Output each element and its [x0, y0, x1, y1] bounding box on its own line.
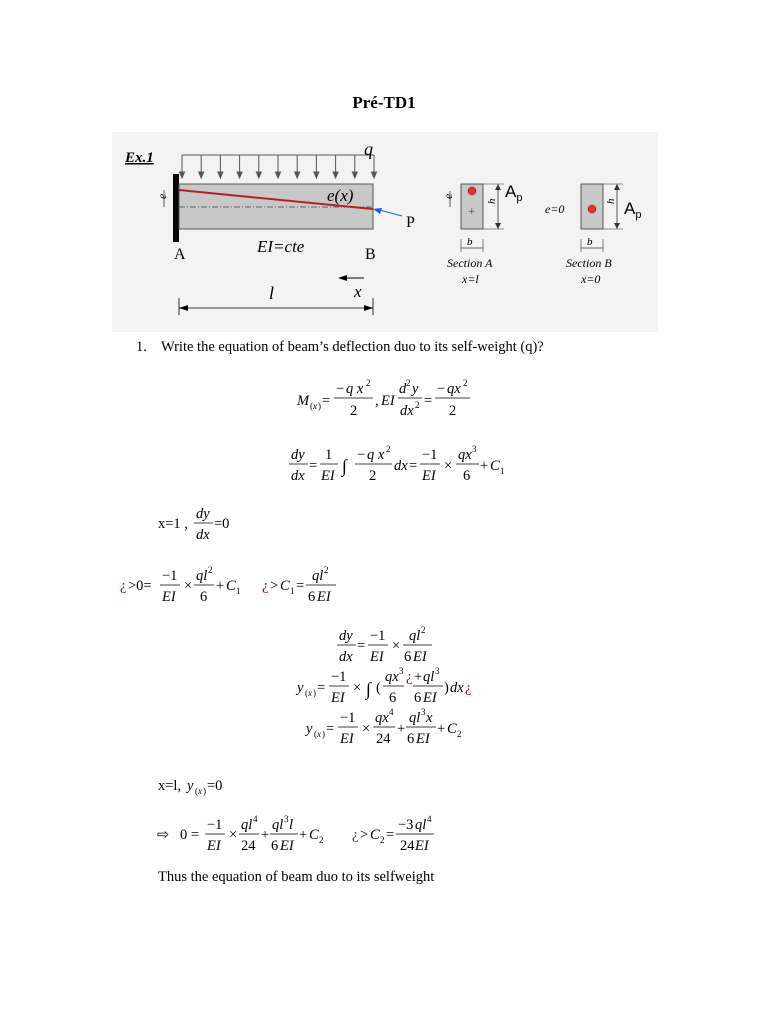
svg-text:C: C — [447, 721, 457, 737]
svg-text:EI: EI — [162, 589, 176, 605]
svg-text:×: × — [184, 578, 193, 594]
svg-text:6: 6 — [414, 690, 422, 706]
svg-text:e: e — [441, 193, 455, 199]
svg-text:×: × — [444, 458, 453, 474]
svg-text:2: 2 — [208, 565, 213, 575]
svg-text:Ap: $A_p$ — [505, 182, 523, 204]
svg-text:b: b — [587, 236, 593, 248]
svg-text:M: M — [297, 393, 310, 409]
svg-text:(: ( — [310, 401, 313, 411]
svg-text:−1: −1 — [331, 669, 347, 685]
svg-text:×: × — [392, 638, 401, 654]
section-b-title: Section B — [566, 256, 612, 270]
svg-text:=: = — [357, 638, 366, 654]
eq-slope-final — [337, 625, 432, 665]
svg-text:−1: −1 — [207, 817, 223, 833]
svg-text:3: 3 — [421, 707, 426, 717]
svg-text:3: 3 — [284, 814, 289, 824]
svg-text:−: − — [437, 381, 446, 397]
svg-text:q x: q x — [367, 447, 385, 463]
svg-text:ql: ql — [196, 568, 208, 584]
svg-text:x: x — [198, 786, 202, 796]
svg-text:+: + — [414, 669, 423, 685]
svg-text:x=1 ,: x=1 , — [158, 516, 188, 532]
svg-text:ql: ql — [241, 817, 253, 833]
svg-text:6: 6 — [404, 649, 412, 665]
svg-text:dx: dx — [400, 403, 414, 419]
svg-text:y: y — [187, 778, 194, 794]
eq-boundary-2 — [158, 778, 222, 796]
svg-text:qx: qx — [458, 447, 472, 463]
svg-text:qx: qx — [375, 710, 389, 726]
svg-text:(: ( — [305, 688, 308, 698]
svg-text:−: − — [336, 381, 345, 397]
svg-text:ql: ql — [409, 628, 421, 644]
svg-text:∫: ∫ — [366, 679, 371, 699]
svg-text:4: 4 — [253, 814, 258, 824]
svg-text:l: l — [289, 817, 294, 833]
svg-text:>0=: >0= — [128, 578, 152, 594]
svg-text:y: y — [297, 680, 304, 696]
length-label: l — [269, 283, 275, 303]
page-title: Pré-TD1 — [352, 93, 416, 112]
svg-text:x: x — [308, 688, 312, 698]
svg-text:ql: ql — [409, 710, 421, 726]
svg-text:>: > — [360, 827, 369, 843]
svg-text:EI: EI — [321, 468, 335, 484]
svg-text:2: 2 — [324, 565, 329, 575]
eq-c2 — [157, 814, 434, 854]
svg-text:C: C — [309, 827, 319, 843]
svg-text:=: = — [317, 680, 326, 696]
svg-text:2: 2 — [366, 378, 371, 388]
svg-text:2: 2 — [319, 835, 324, 845]
svg-text:+: + — [397, 721, 406, 737]
svg-text:EI: EI — [207, 838, 221, 854]
svg-text:3: 3 — [472, 444, 477, 454]
svg-text:dy: dy — [196, 506, 210, 522]
svg-text:24: 24 — [241, 838, 256, 854]
svg-text:=: = — [322, 393, 331, 409]
svg-text:+: + — [480, 458, 489, 474]
ex-label: e(x) — [327, 186, 354, 205]
svg-text:+: + — [299, 827, 308, 843]
svg-text:−3: −3 — [398, 817, 414, 833]
svg-text:3: 3 — [399, 666, 404, 676]
svg-text:,: , — [375, 393, 379, 409]
svg-text:EI: EI — [340, 731, 354, 747]
svg-text:x=l,: x=l, — [158, 778, 182, 794]
svg-text:(: ( — [376, 680, 381, 696]
svg-text:=: = — [386, 827, 395, 843]
svg-text:=0: =0 — [207, 778, 223, 794]
svg-text:3: 3 — [435, 666, 440, 676]
svg-text:d: d — [399, 381, 407, 397]
svg-text:2: 2 — [415, 400, 420, 410]
svg-text:6: 6 — [271, 838, 279, 854]
eq-deflection-integral — [295, 666, 471, 706]
force-label: P — [406, 214, 415, 231]
svg-text:−1: −1 — [370, 628, 386, 644]
section-a-title: Section A — [447, 256, 493, 270]
svg-text:): ) — [318, 401, 321, 411]
svg-text:1: 1 — [236, 586, 241, 596]
eq-slope — [289, 444, 505, 484]
svg-text:¿: ¿ — [120, 578, 127, 594]
svg-text:x: x — [426, 710, 433, 726]
x-label: x — [354, 282, 362, 301]
svg-text:dy: dy — [291, 447, 305, 463]
svg-text:=0: =0 — [214, 516, 230, 532]
load-label: q — [364, 139, 373, 159]
svg-text:×: × — [353, 680, 362, 696]
svg-text:−1: −1 — [162, 568, 178, 584]
svg-text:0 =: 0 = — [180, 827, 200, 843]
exercise-label: Ex.1 — [125, 150, 154, 166]
svg-text:ql: ql — [312, 568, 324, 584]
eq-moment — [296, 378, 470, 419]
svg-text:EI: EI — [413, 649, 427, 665]
svg-text:EI: EI — [422, 468, 436, 484]
section-b-pos: x=0 — [581, 272, 601, 286]
svg-text:Ap: $A_p$ — [624, 199, 642, 221]
svg-text:2: 2 — [457, 729, 462, 739]
svg-text:C: C — [370, 827, 380, 843]
svg-text:¿: ¿ — [465, 680, 472, 696]
svg-text:x: x — [317, 729, 321, 739]
svg-text:dy: dy — [339, 628, 353, 644]
question-text: Write the equation of beam’s deflection duo to its self-weight (q)? — [161, 339, 544, 355]
svg-text:EI: EI — [416, 731, 430, 747]
svg-text:=: = — [424, 393, 433, 409]
svg-text:6: 6 — [463, 468, 471, 484]
svg-text:+: + — [216, 578, 225, 594]
svg-text:=: = — [296, 578, 305, 594]
svg-text:dx: dx — [291, 468, 305, 484]
svg-text:C: C — [226, 578, 236, 594]
svg-text:): ) — [322, 729, 325, 739]
svg-text:×: × — [229, 827, 238, 843]
svg-text:EI: EI — [331, 690, 345, 706]
svg-text:2: 2 — [350, 403, 358, 419]
svg-text:EI: EI — [415, 838, 429, 854]
section-b-e: e=0 — [545, 202, 565, 216]
svg-text:2: 2 — [380, 835, 385, 845]
svg-text:EI: EI — [280, 838, 294, 854]
svg-text:1: 1 — [290, 586, 295, 596]
svg-text:ql: ql — [423, 669, 435, 685]
svg-text:6: 6 — [308, 589, 316, 605]
svg-text:4: 4 — [427, 814, 432, 824]
svg-text:=: = — [326, 721, 335, 737]
svg-text:EI: EI — [381, 393, 395, 409]
svg-text:¿: ¿ — [352, 827, 359, 843]
svg-text:(: ( — [314, 729, 317, 739]
svg-text:dx: dx — [394, 458, 408, 474]
support-a-label: A — [174, 246, 186, 263]
svg-text:∫: ∫ — [342, 456, 347, 476]
svg-text:=: = — [309, 458, 318, 474]
svg-text:+: + — [261, 827, 270, 843]
svg-text:4: 4 — [389, 707, 394, 717]
svg-text:qx: qx — [447, 381, 461, 397]
svg-text:−1: −1 — [340, 710, 356, 726]
eq-boundary-1 — [158, 506, 229, 543]
section-a-pos: x=l — [462, 272, 479, 286]
svg-text:2: 2 — [421, 625, 426, 635]
svg-text:+: + — [437, 721, 446, 737]
svg-text:h: h — [605, 198, 617, 204]
svg-text:2: 2 — [386, 444, 391, 454]
svg-text:b: b — [467, 236, 473, 248]
svg-text:1: 1 — [500, 466, 505, 476]
svg-text:C: C — [280, 578, 290, 594]
svg-text:): ) — [313, 688, 316, 698]
support-b-label: B — [365, 246, 376, 263]
svg-text:−1: −1 — [422, 447, 438, 463]
svg-text:¿: ¿ — [262, 578, 269, 594]
svg-text:2: 2 — [449, 403, 457, 419]
eq-c1 — [120, 565, 336, 605]
svg-text:dx: dx — [450, 680, 464, 696]
svg-text:h: h — [486, 198, 498, 204]
svg-text:=: = — [409, 458, 418, 474]
rigidity-label: EI=cte — [257, 237, 305, 256]
svg-text:×: × — [362, 721, 371, 737]
eccentricity-label: e — [155, 193, 169, 199]
svg-text:2: 2 — [369, 468, 377, 484]
svg-text:EI: EI — [317, 589, 331, 605]
svg-text:6: 6 — [407, 731, 415, 747]
svg-text:6: 6 — [389, 690, 397, 706]
eq-deflection — [304, 707, 462, 747]
svg-text:ql: ql — [415, 817, 427, 833]
svg-text:qx: qx — [385, 669, 399, 685]
svg-text:C: C — [490, 458, 500, 474]
svg-text:dx: dx — [339, 649, 353, 665]
svg-text:EI: EI — [370, 649, 384, 665]
svg-text:): ) — [203, 786, 206, 796]
svg-text:6: 6 — [200, 589, 208, 605]
svg-text:): ) — [444, 680, 449, 696]
svg-text:EI: EI — [423, 690, 437, 706]
svg-text:q x: q x — [346, 381, 364, 397]
svg-text:−: − — [357, 447, 366, 463]
svg-text:x: x — [313, 401, 317, 411]
svg-text:dx: dx — [196, 527, 210, 543]
svg-text:ql: ql — [272, 817, 284, 833]
svg-text:y: y — [306, 721, 313, 737]
svg-text:y: y — [412, 381, 419, 397]
svg-text:¿: ¿ — [406, 669, 413, 685]
question-number: 1. — [136, 339, 147, 355]
conclusion-text: Thus the equation of beam duo to its selfweight — [158, 869, 435, 885]
svg-text:(: ( — [195, 786, 198, 796]
svg-text:⇨: ⇨ — [157, 827, 170, 843]
svg-text:24: 24 — [376, 731, 391, 747]
svg-text:+: + — [468, 207, 476, 217]
svg-text:1: 1 — [325, 447, 333, 463]
svg-text:24: 24 — [400, 838, 415, 854]
svg-text:>: > — [270, 578, 279, 594]
svg-text:2: 2 — [406, 378, 411, 388]
svg-text:2: 2 — [463, 378, 468, 388]
